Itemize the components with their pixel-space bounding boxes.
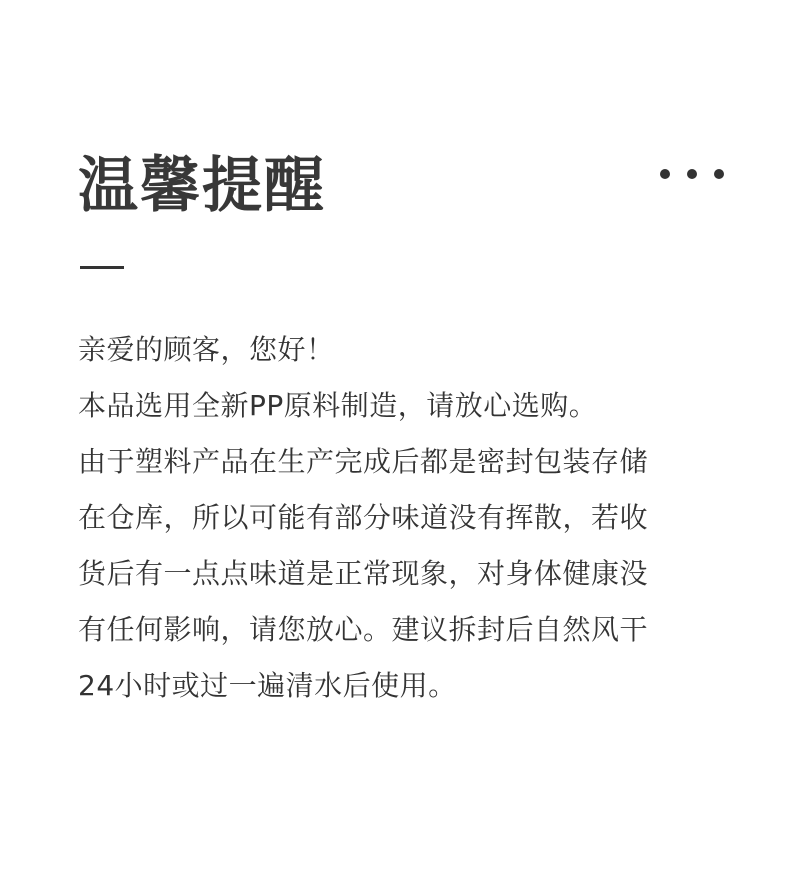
- notice-line: 24小时或过一遍清水后使用。: [78, 669, 457, 702]
- title-divider: [80, 266, 124, 269]
- notice-line: 本品选用全新PP原料制造，请放心选购。: [78, 389, 598, 422]
- notice-line: 有任何影响，请您放心。建议拆封后自然风干: [78, 613, 649, 646]
- dot: [714, 169, 724, 179]
- notice-body: [78, 322, 718, 714]
- ellipsis-icon: [660, 168, 724, 180]
- notice-line: 由于塑料产品在生产完成后都是密封包装存储: [78, 445, 649, 478]
- notice-line: 在仓库，所以可能有部分味道没有挥散，若收: [78, 501, 649, 534]
- dot: [660, 169, 670, 179]
- notice-line: 货后有一点点味道是正常现象，对身体健康没: [78, 557, 649, 590]
- notice-line: 亲爱的顾客，您好！: [78, 333, 335, 366]
- notice-title: 温馨提醒: [78, 151, 326, 221]
- dot: [687, 169, 697, 179]
